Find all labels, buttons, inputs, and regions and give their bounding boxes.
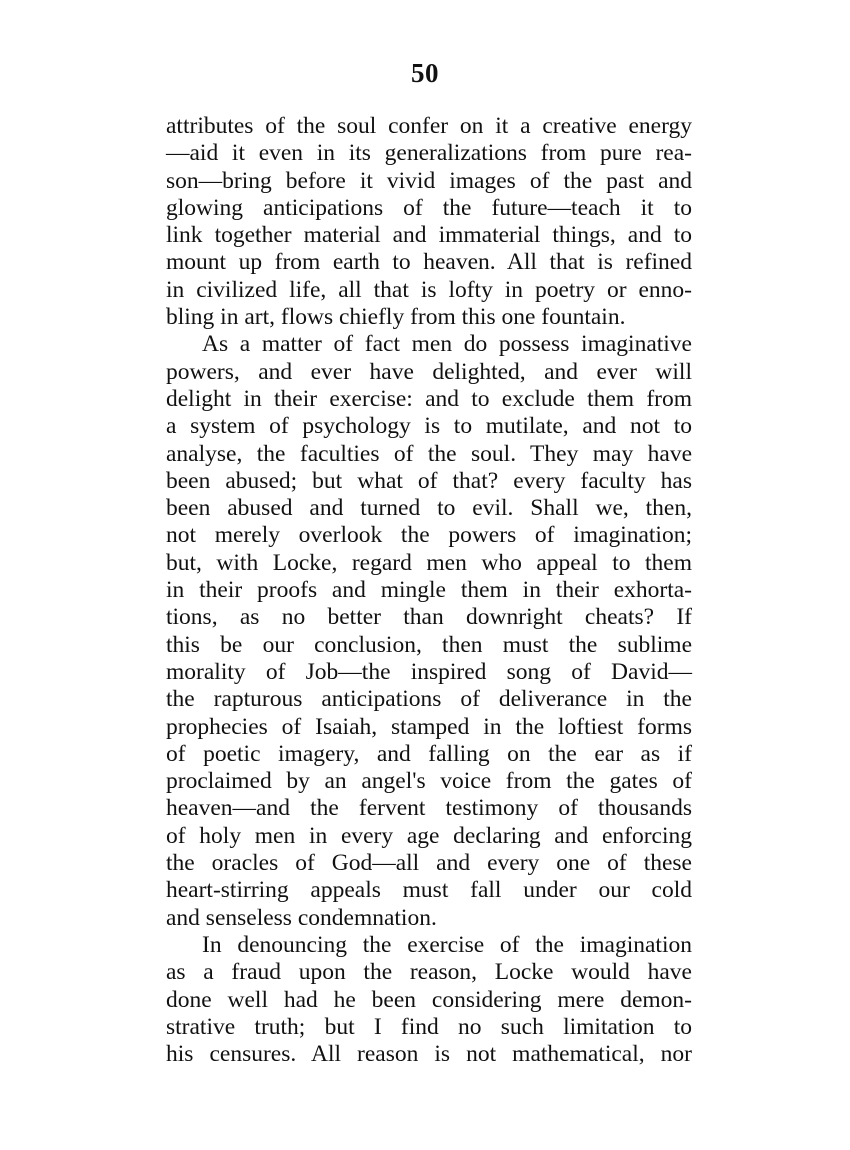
text-line: of holy men in every age declaring and enforcing [166, 822, 692, 849]
text-line: bling in art, flows chiefly from this one fountain. [166, 304, 626, 331]
text-line: tions, as no better than downright cheats? If [166, 604, 692, 631]
text-line: delight in their exercise: and to exclude them from [166, 385, 692, 412]
text-line: analyse, the faculties of the soul. They may have [166, 440, 692, 467]
text-line: in their proofs and mingle them in their exhorta- [166, 577, 692, 604]
text-line: heart-stirring appeals must fall under our cold [166, 877, 692, 904]
text-line: his censures. All reason is not mathematical, nor [166, 1041, 692, 1068]
text-line: strative truth; but I find no such limitation to [166, 1013, 692, 1040]
text-line: link together material and immaterial things, and to [166, 222, 692, 249]
text-line: mount up from earth to heaven. All that is refined [166, 249, 692, 276]
text-line: as a fraud upon the reason, Locke would have [166, 959, 692, 986]
text-line: —aid it even in its generalizations from pure rea- [166, 140, 692, 167]
text-line: morality of Job—the inspired song of David— [166, 658, 692, 685]
text-line: in civilized life, all that is lofty in poetry or enno- [166, 276, 692, 303]
text-line: In denouncing the exercise of the imagination [202, 931, 692, 958]
text-line: powers, and ever have delighted, and ever will [166, 358, 692, 385]
text-line: this be our conclusion, then must the sublime [166, 631, 692, 658]
text-line: not merely overlook the powers of imagination; [166, 522, 692, 549]
text-line: but, with Locke, regard men who appeal to them [166, 549, 692, 576]
text-line: heaven—and the fervent testimony of thousands [166, 795, 692, 822]
text-line: attributes of the soul confer on it a creative energy [166, 113, 692, 139]
text-line: done well had he been considering mere demon- [166, 986, 692, 1013]
text-line: glowing anticipations of the future—teach it to [166, 194, 692, 221]
text-line: proclaimed by an angel's voice from the gates of [166, 768, 692, 795]
paragraph-2 [166, 331, 692, 932]
text-line: and senseless condemnation. [166, 904, 437, 931]
text-line: the rapturous anticipations of deliverance in the [166, 686, 692, 713]
text-line: a system of psychology is to mutilate, and not to [166, 413, 692, 440]
text-line: been abused; but what of that? every faculty has [166, 467, 692, 494]
text-line: the oracles of God—all and every one of these [166, 850, 692, 877]
text-line: son—bring before it vivid images of the past and [166, 167, 692, 194]
body-text [166, 113, 692, 1068]
text-line: prophecies of Isaiah, stamped in the loftiest forms [166, 713, 692, 740]
text-line: been abused and turned to evil. Shall we, then, [166, 495, 692, 522]
page-number: 50 [411, 58, 439, 88]
paragraph-3 [166, 932, 692, 1068]
text-line: As a matter of fact men do possess imaginative [202, 331, 692, 358]
paragraph-1 [166, 113, 692, 331]
text-line: of poetic imagery, and falling on the ear as if [166, 740, 692, 767]
